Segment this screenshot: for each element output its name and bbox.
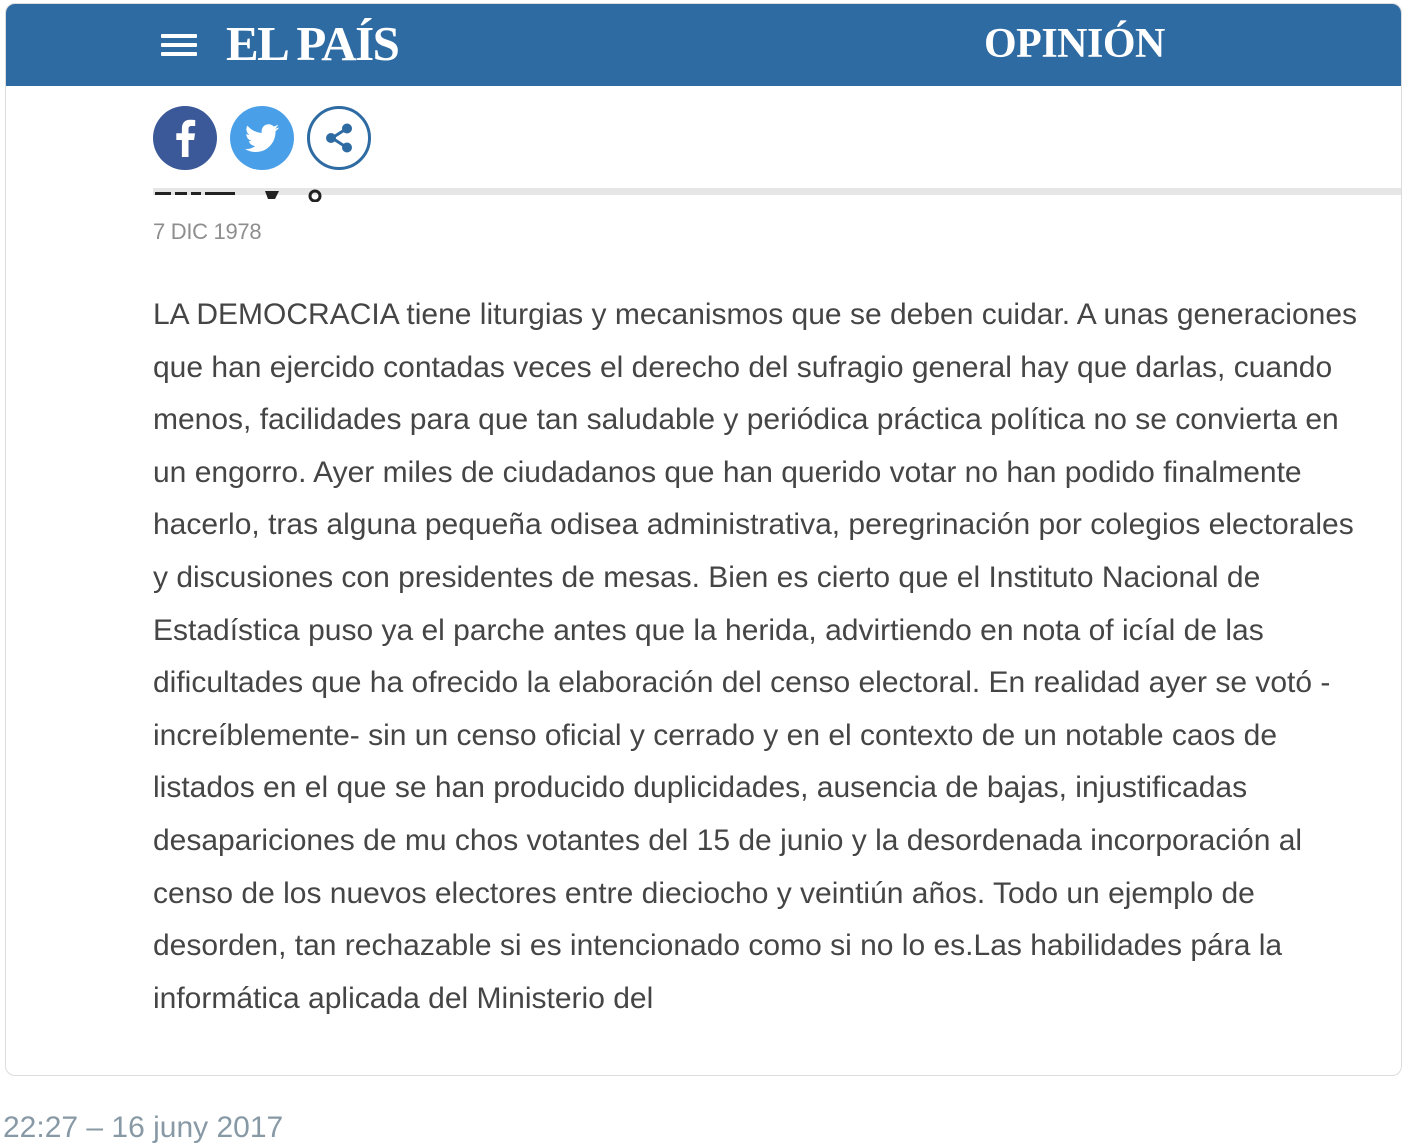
facebook-icon (153, 106, 217, 170)
twitter-icon (230, 106, 294, 170)
facebook-share-button[interactable] (153, 106, 217, 170)
share-button[interactable] (307, 106, 371, 170)
hamburger-menu-icon[interactable] (161, 31, 197, 59)
section-title[interactable]: OPINIÓN (984, 21, 1165, 67)
clipped-byline-fragment (153, 186, 343, 202)
site-logo[interactable]: EL PAÍS (226, 16, 399, 71)
tweet-timestamp[interactable]: 22:27 – 16 juny 2017 (3, 1111, 284, 1144)
twitter-share-button[interactable] (230, 106, 294, 170)
site-header (6, 4, 1401, 86)
article-date: 7 DIC 1978 (153, 219, 262, 244)
article-card[interactable] (5, 3, 1402, 1076)
article-body: LA DEMOCRACIA tiene liturgias y mecanismos que se deben cuidar. A unas generaciones que han ejercido contadas veces el derecho del sufragio general hay que darlas, cuando menos, facilidades para que tan saludable y periódica práctica política no se convierta en un engorro. Ayer miles de ciudadanos que han querido votar no han podido finalmente hacerlo, tras alguna pequeña odisea administrativa, peregrinación por colegios electorales y discusiones con presidentes de mesas. Bien es cierto que el Instituto Nacional de Estadística puso ya el parche antes que la herida, advirtiendo en nota of icíal de las dificultades que ha ofrecido la elaboración del censo electoral. En realidad ayer se votó -increíblemente- sin un censo oficial y cerrado y en el contexto de un notable caos de listados en el que se han producido duplicidades, ausencia de bajas, injustificadas desapariciones de mu chos votantes del 15 de junio y la desordenada incorporación al censo de los nuevos electores entre dieciocho y veintiún años. Todo un ejemplo de desorden, tan rechazable si es intencionado como si no lo es.Las habilidades pára la informática aplicada del Ministerio del (153, 298, 1357, 1015)
share-icon (310, 109, 368, 167)
